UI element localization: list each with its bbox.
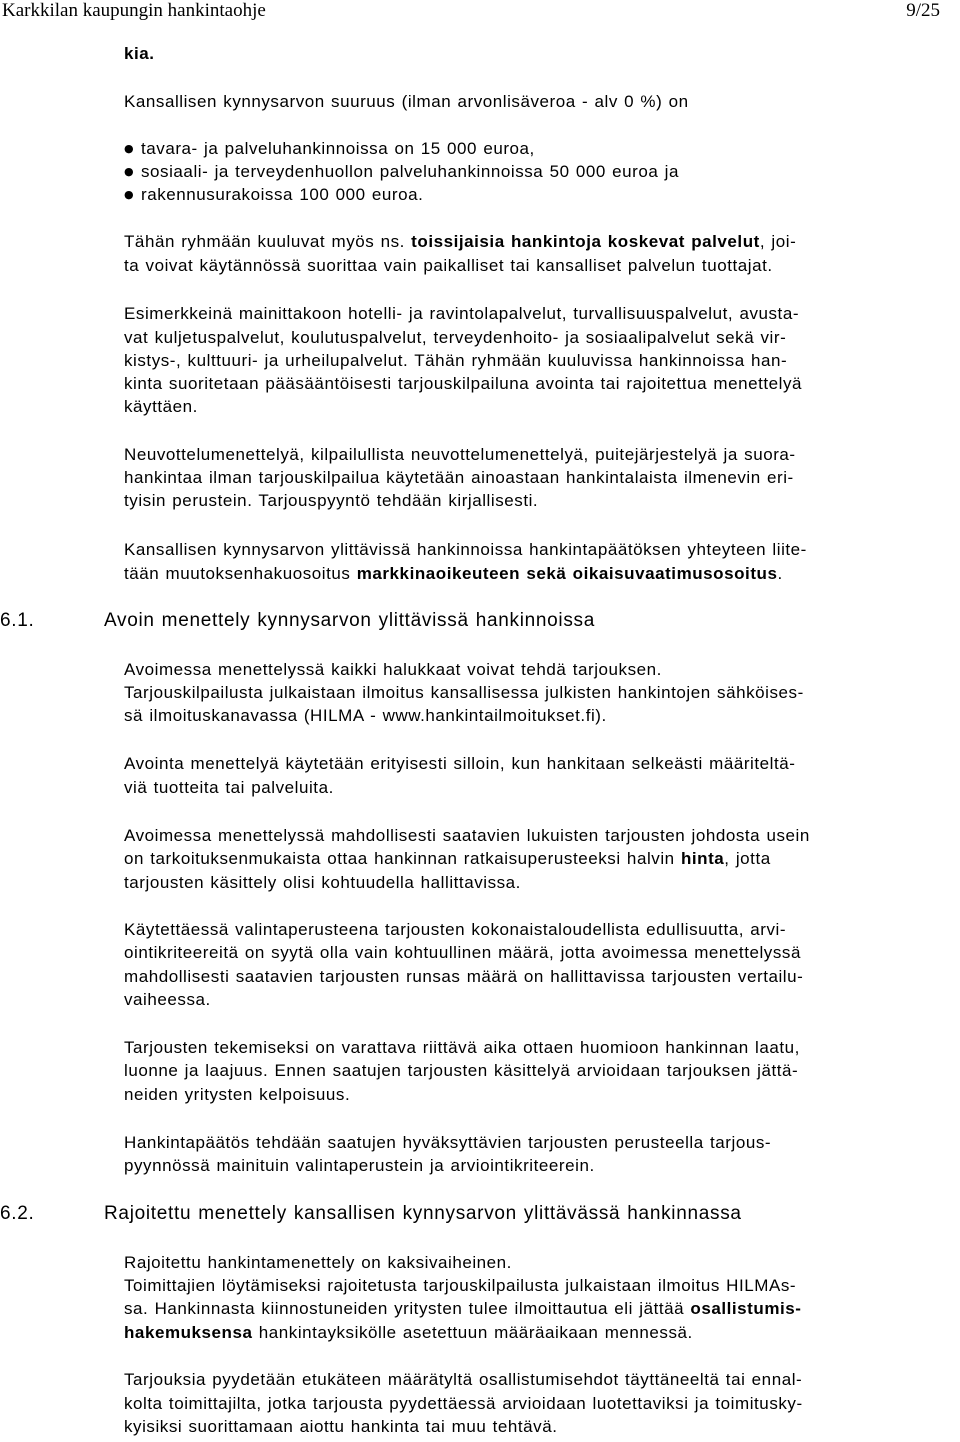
page-number: 9/25 [906,0,940,21]
paragraph-line: kistys-, kulttuuri- ja urheilupalvelut. Tähän ryhmään kuuluvissa hankinnoissa han- [124,351,788,370]
paragraph-line: Toimittajien löytämiseksi rajoitetusta tarjouskilpailusta julkaistaan ilmoitus HILMAs- [124,1276,797,1295]
list-item: rakennusurakoissa 100 000 euroa. [141,185,424,204]
continued-fragment: kia. [124,44,155,63]
paragraph-line: viä tuotteita tai palveluita. [124,778,334,797]
paragraph-line: Avoimessa menettelyssä mahdollisesti saatavien lukuisten tarjousten johdosta usein [124,826,810,845]
running-header-title: Karkkilan kaupungin hankintaohje [2,0,266,21]
paragraph-line: vaiheessa. [124,990,211,1009]
section-title: Rajoitettu menettely kansallisen kynnysarvon ylittävässä hankinnassa [104,1203,742,1224]
paragraph-line: tään muutoksenhakuosoitus markkinaoikeuteen sekä oikaisuvaatimusosoitus. [124,564,783,583]
bullet-icon: ● [124,188,134,201]
paragraph-line: Esimerkkeinä mainittakoon hotelli- ja ravintolapalvelut, turvallisuuspalvelut, avusta- [124,304,800,323]
section-title: Avoin menettely kynnysarvon ylittävissä hankinnoissa [104,610,596,631]
paragraph-line: Tarjouskilpailusta julkaistaan ilmoitus kansallisessa julkisten hankintojen sähköises- [124,683,804,702]
paragraph-line: Neuvottelumenettelyä, kilpailullista neuvottelumenettelyä, puitejärjestelyä ja suora- [124,445,796,464]
paragraph-line: Käytettäessä valintaperusteena tarjousten kokonaistaloudellista edullisuutta, arvi- [124,920,787,939]
paragraph-line: Tarjouksia pyydetään etukäteen määrätyltä osallistumisehdot täyttäneeltä tai ennal- [124,1370,803,1389]
paragraph-line: Kansallisen kynnysarvon ylittävissä hankinnoissa hankintapäätöksen yhteyteen liite- [124,540,807,559]
paragraph-line: Rajoitettu hankintamenettely on kaksivaiheinen. [124,1253,512,1272]
paragraph-line: Avointa menettelyä käytetään erityisesti silloin, kun hankitaan selkeästi määriteltä- [124,754,796,773]
paragraph-line: Hankintapäätös tehdään saatujen hyväksyttävien tarjousten perusteella tarjous- [124,1133,772,1152]
paragraph-line: Avoimessa menettelyssä kaikki halukkaat voivat tehdä tarjouksen. [124,660,662,679]
paragraph-line: Tarjousten tekemiseksi on varattava riittävä aika ottaen huomioon hankinnan laatu, [124,1038,800,1057]
paragraph-line: pyynnössä mainituin valintaperustein ja arviointikriteerein. [124,1156,595,1175]
section-number: 6.2. [0,1203,35,1224]
paragraph-line: sä ilmoituskanavassa (HILMA - www.hankintailmoitukset.fi). [124,706,607,725]
list-item: sosiaali- ja terveydenhuollon palveluhankinnoissa 50 000 euroa ja [141,162,679,181]
paragraph-line: Tähän ryhmään kuuluvat myös ns. toissijaisia hankintoja koskevat palvelut, joi- [124,232,797,251]
paragraph-threshold-intro: Kansallisen kynnysarvon suuruus (ilman arvonlisäveroa - alv 0 %) on [124,92,689,111]
paragraph-line: mahdollisesti saatavien tarjousten runsas määrä on hallittavissa tarjousten vertailu- [124,967,804,986]
paragraph-line: vat kuljetuspalvelut, koulutuspalvelut, terveydenhoito- ja sosiaalipalvelut sekä vir- [124,328,787,347]
paragraph-line: hakemuksensa hankintayksikölle asetettuun määräaikaan mennessä. [124,1323,693,1342]
paragraph-line: sa. Hankinnasta kiinnostuneiden yritysten tulee ilmoittautua eli jättää osallistumis- [124,1299,802,1318]
paragraph-line: luonne ja laajuus. Ennen saatujen tarjousten käsittelyä arvioidaan tarjouksen jättä- [124,1061,799,1080]
paragraph-line: ta voivat käytännössä suorittaa vain paikalliset tai kansalliset palvelun tuottajat. [124,256,773,275]
paragraph-line: kyisiksi suorittamaan aiottu hankinta tai muu tehtävä. [124,1417,558,1436]
list-item: tavara- ja palveluhankinnoissa on 15 000 euroa, [141,139,535,158]
paragraph-line: käyttäen. [124,397,198,416]
paragraph-line: tarjousten käsittely olisi kohtuudella hallittavissa. [124,873,521,892]
bullet-icon: ● [124,165,134,178]
paragraph-line: kolta toimittajilta, jotka tarjousta pyydettäessä arvioidaan luotettaviksi ja toimitusky- [124,1394,803,1413]
paragraph-line: neiden yritysten kelpoisuus. [124,1085,351,1104]
paragraph-line: hankintaa ilman tarjouskilpailua käytetään ainoastaan hankintalaista ilmenevin eri- [124,468,794,487]
bullet-icon: ● [124,142,134,155]
paragraph-line: kinta suoritetaan pääsääntöisesti tarjouskilpailuna avointa tai rajoitettua menettelyä [124,374,803,393]
paragraph-line: tyisin perustein. Tarjouspyyntö tehdään kirjallisesti. [124,491,539,510]
paragraph-line: on tarkoituksenmukaista ottaa hankinnan ratkaisuperusteeksi halvin hinta, jotta [124,849,771,868]
paragraph-line: ointikriteereitä on syytä olla vain kohtuullinen määrä, jotta avoimessa menettelyssä [124,943,801,962]
section-number: 6.1. [0,610,35,631]
